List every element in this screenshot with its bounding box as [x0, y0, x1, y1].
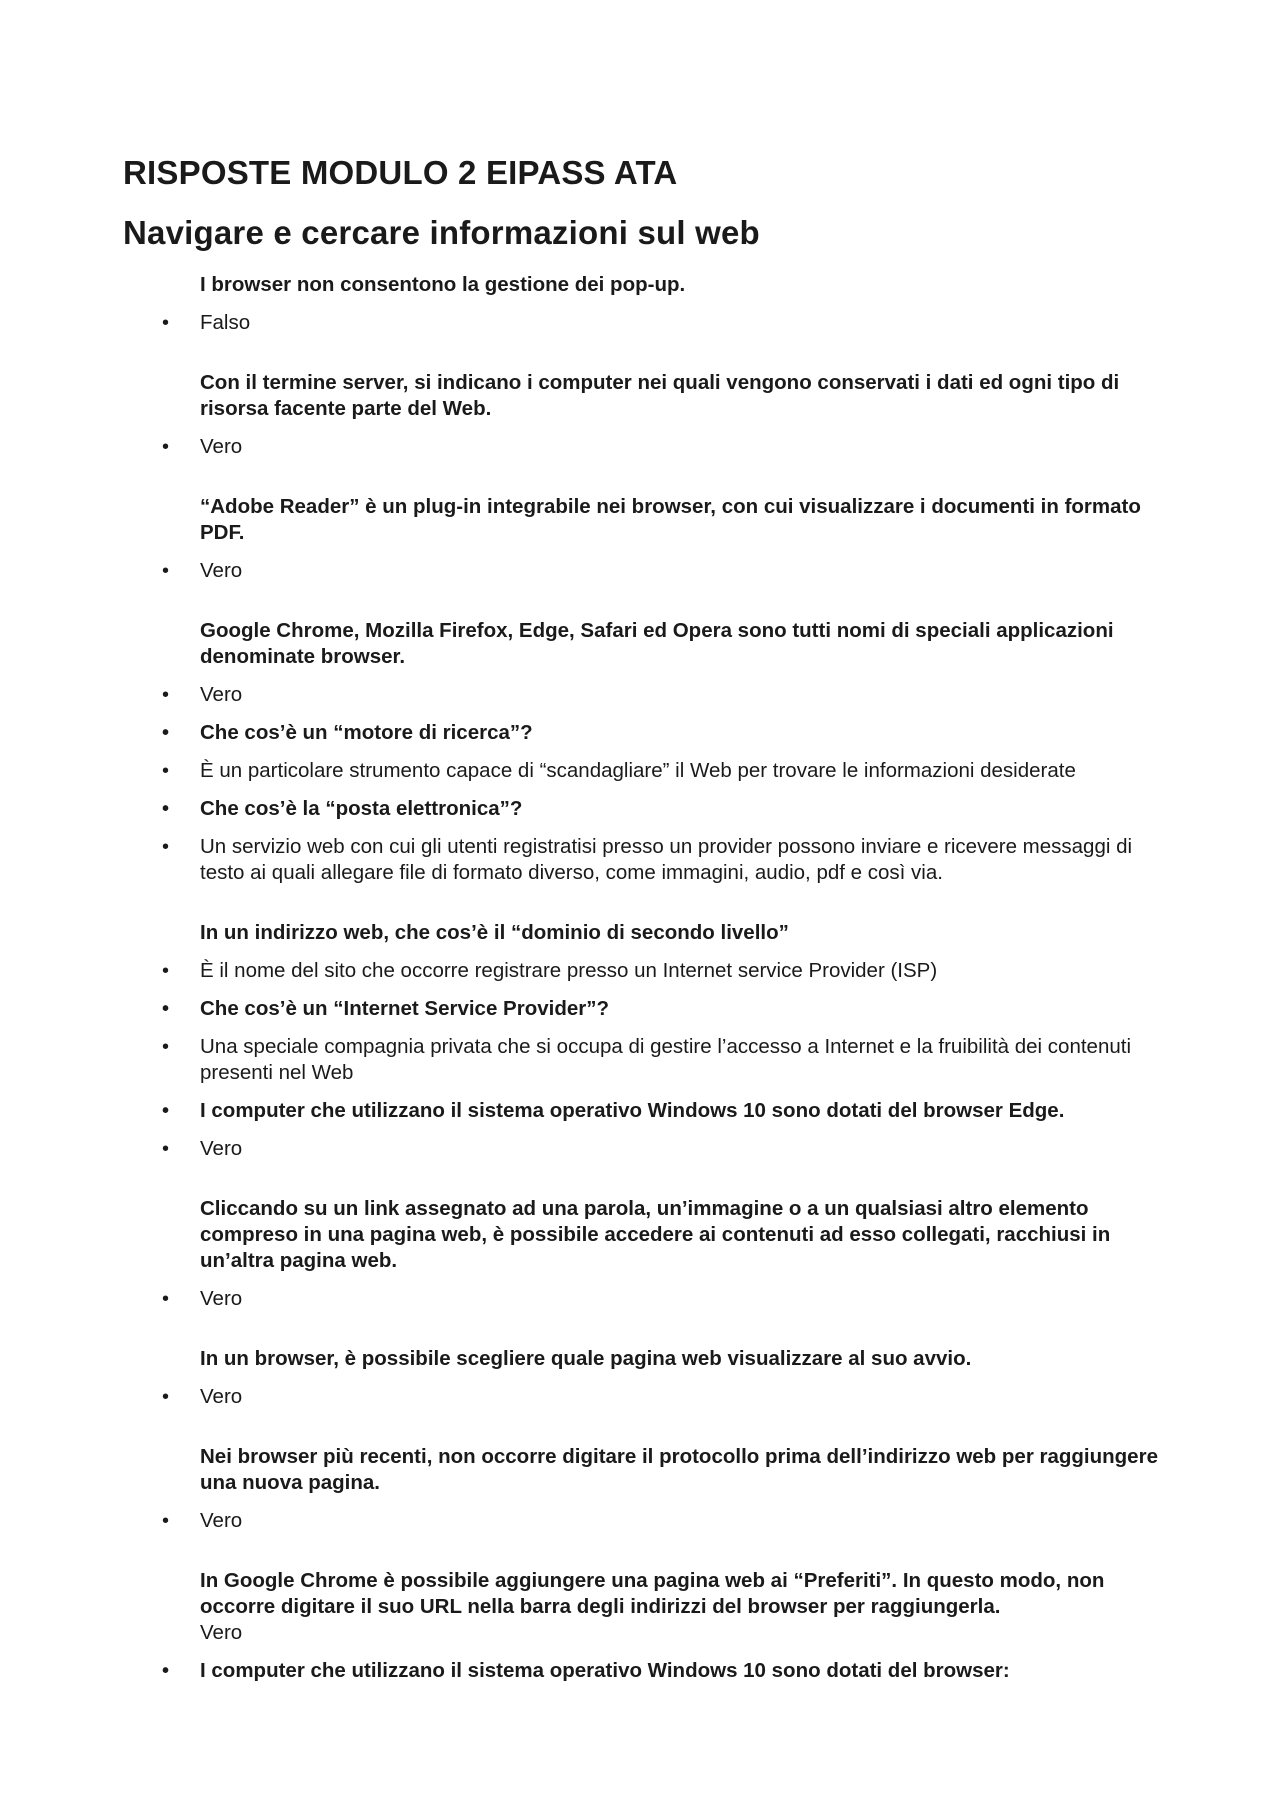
- answer-item: [162, 310, 1160, 336]
- bullet-icon: •: [162, 1510, 170, 1532]
- item-text: In Google Chrome è possibile aggiungere una pagina web ai “Preferiti”. In questo modo, non occorre digitare il suo URL nella barra degli indirizzi del browser per raggiungerla.: [200, 1569, 1105, 1618]
- item-text: In un browser, è possibile scegliere quale pagina web visualizzare al suo avvio.: [200, 1347, 972, 1370]
- question-item: [162, 996, 1160, 1022]
- question-item: [162, 720, 1160, 746]
- section-subtitle: Navigare e cercare informazioni sul web: [123, 214, 760, 251]
- item-text: Google Chrome, Mozilla Firefox, Edge, Safari ed Opera sono tutti nomi di speciali applicazioni denominate browser.: [200, 619, 1114, 668]
- item-text: Con il termine server, si indicano i computer nei quali vengono conservati i dati ed ogni tipo di risorsa facente parte del Web.: [200, 371, 1120, 420]
- answer-item: [162, 834, 1160, 886]
- question-item: [200, 1568, 1160, 1620]
- bullet-icon: •: [162, 1036, 170, 1058]
- answer-item: [162, 958, 1160, 984]
- answer-item: [162, 558, 1160, 584]
- bullet-icon: •: [162, 760, 170, 782]
- question-item: [200, 1346, 1160, 1372]
- bullet-icon: •: [162, 1386, 170, 1408]
- bullet-icon: •: [162, 684, 170, 706]
- answer-item: [162, 1384, 1160, 1410]
- item-text: Vero: [200, 559, 243, 582]
- item-text: Un servizio web con cui gli utenti registratisi presso un provider possono inviare e ricevere messaggi di testo ai quali allegare file di formato diverso, come immagini, audio, pdf e così via.: [200, 835, 1133, 884]
- item-text: Una speciale compagnia privata che si occupa di gestire l’accesso a Internet e la fruibilità dei contenuti presenti nel Web: [200, 1035, 1131, 1084]
- item-text: Vero: [200, 1137, 243, 1160]
- item-text: Nei browser più recenti, non occorre digitare il protocollo prima dell’indirizzo web per raggiungere una nuova pagina.: [200, 1445, 1158, 1494]
- bullet-icon: •: [162, 722, 170, 744]
- question-item: [200, 920, 1160, 946]
- item-text: Cliccando su un link assegnato ad una parola, un’immagine o a un qualsiasi altro elemento compreso in una pagina web, è possibile accedere ai contenuti ad esso collegati, racchiusi in un’altra pagina web.: [200, 1197, 1111, 1272]
- question-item: [162, 796, 1160, 822]
- item-text: I computer che utilizzano il sistema operativo Windows 10 sono dotati del browser Edge.: [200, 1099, 1065, 1122]
- item-text: Che cos’è un “motore di ricerca”?: [200, 721, 533, 744]
- qa-list: [0, 272, 1280, 1684]
- bullet-icon: •: [162, 1100, 170, 1122]
- item-text: È il nome del sito che occorre registrare presso un Internet service Provider (ISP): [200, 959, 938, 982]
- question-item: [200, 370, 1160, 422]
- bullet-icon: •: [162, 1138, 170, 1160]
- item-text: Falso: [200, 311, 251, 334]
- bullet-icon: •: [162, 836, 170, 858]
- question-item: [200, 1444, 1160, 1496]
- item-text: I browser non consentono la gestione dei pop-up.: [200, 273, 686, 296]
- question-item: [200, 1196, 1160, 1274]
- page-title: RISPOSTE MODULO 2 EIPASS ATA: [123, 154, 678, 191]
- bullet-icon: •: [162, 436, 170, 458]
- bullet-icon: •: [162, 1288, 170, 1310]
- item-text: Vero: [200, 1509, 243, 1532]
- question-item: [200, 494, 1160, 546]
- item-text: In un indirizzo web, che cos’è il “dominio di secondo livello”: [200, 921, 789, 944]
- item-text: Vero: [200, 683, 243, 706]
- item-text: Vero: [200, 1287, 243, 1310]
- item-text: I computer che utilizzano il sistema operativo Windows 10 sono dotati del browser:: [200, 1659, 1010, 1682]
- answer-item: [162, 1286, 1160, 1312]
- question-item: [162, 1658, 1160, 1684]
- bullet-icon: •: [162, 798, 170, 820]
- answer-item: [162, 1508, 1160, 1534]
- bullet-icon: •: [162, 960, 170, 982]
- answer-item: [162, 1136, 1160, 1162]
- answer-item: [162, 758, 1160, 784]
- answer-item: [162, 682, 1160, 708]
- item-text: “Adobe Reader” è un plug-in integrabile nei browser, con cui visualizzare i documenti in formato PDF.: [200, 495, 1141, 544]
- item-text: Che cos’è un “Internet Service Provider”?: [200, 997, 609, 1020]
- answer-item: [162, 1034, 1160, 1086]
- item-text: Vero: [200, 1385, 243, 1408]
- item-text: Vero: [200, 1621, 243, 1644]
- bullet-icon: •: [162, 560, 170, 582]
- bullet-icon: •: [162, 998, 170, 1020]
- answer-item: [200, 1620, 1160, 1646]
- bullet-icon: •: [162, 312, 170, 334]
- item-text: È un particolare strumento capace di “scandagliare” il Web per trovare le informazioni desiderate: [200, 759, 1076, 782]
- item-text: Che cos’è la “posta elettronica”?: [200, 797, 523, 820]
- bullet-icon: •: [162, 1660, 170, 1682]
- question-item: [200, 618, 1160, 670]
- answer-item: [162, 434, 1160, 460]
- item-text: Vero: [200, 435, 243, 458]
- question-item: [200, 272, 1160, 298]
- question-item: [162, 1098, 1160, 1124]
